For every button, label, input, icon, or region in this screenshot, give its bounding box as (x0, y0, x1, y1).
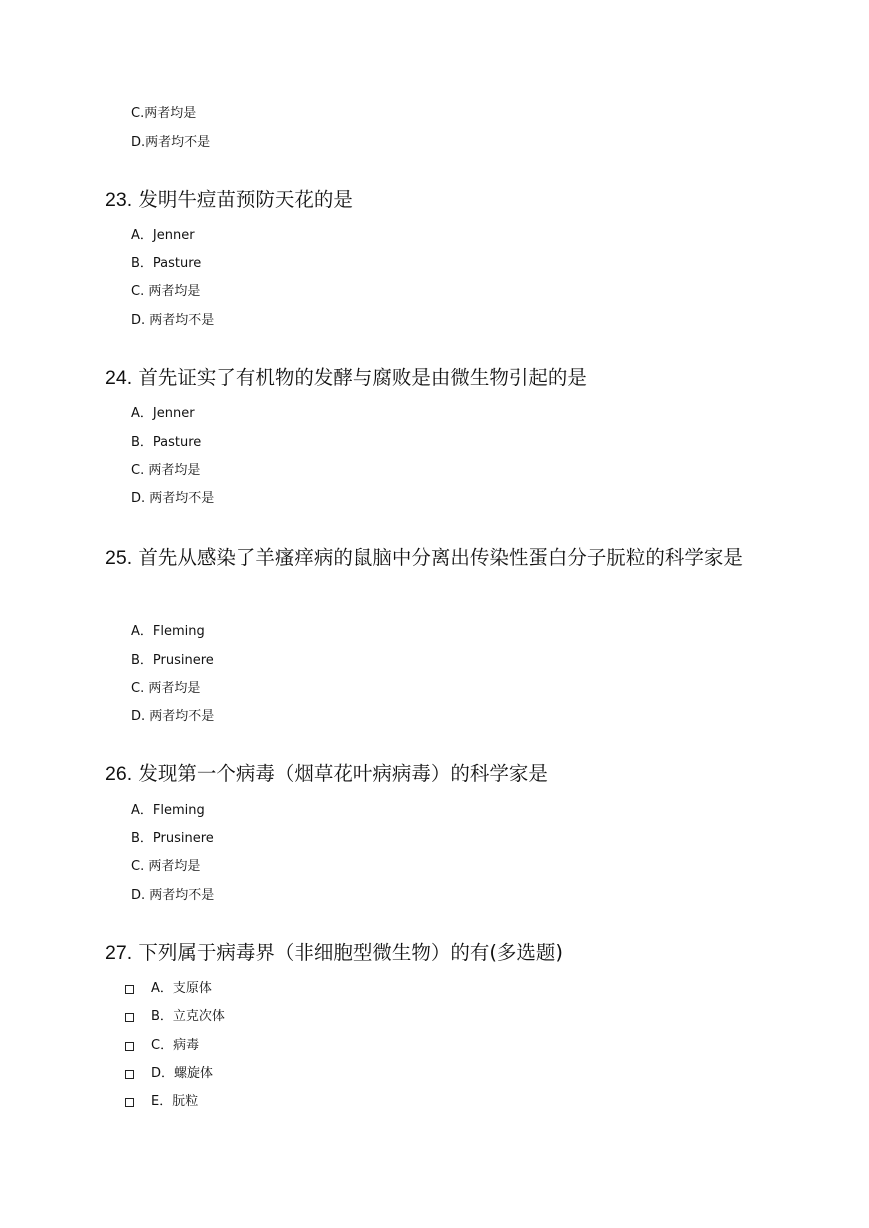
question-number: 25. (105, 547, 133, 569)
checkbox-icon[interactable] (125, 1070, 134, 1079)
q25-option-d: D. 两者均不是 (131, 709, 215, 724)
q26-option-a: A．Fleming (131, 803, 205, 818)
q24-option-a: A．Jenner (131, 406, 195, 421)
q22-option-c: C.两者均是 (131, 106, 197, 121)
q27-option-b[interactable] (125, 1008, 225, 1026)
question-27 (105, 935, 765, 971)
checkbox-icon[interactable] (125, 1042, 134, 1051)
q26-option-b: B．Prusinere (131, 831, 214, 846)
q25-option-c: C. 两者均是 (131, 681, 201, 696)
checkbox-icon[interactable] (125, 1013, 134, 1022)
q24-option-c: C. 两者均是 (131, 463, 201, 478)
question-number: 26. (105, 763, 133, 785)
q25-option-b: B．Prusinere (131, 653, 214, 668)
q23-option-b: B．Pasture (131, 256, 202, 271)
question-text: 发现第一个病毒（烟草花叶病病毒）的科学家是 (138, 762, 548, 785)
q24-option-d: D. 两者均不是 (131, 491, 215, 506)
q23-option-c: C. 两者均是 (131, 284, 201, 299)
checkbox-icon[interactable] (125, 1098, 134, 1107)
option-label: B．立克次体 (151, 1009, 225, 1024)
question-26 (105, 756, 765, 792)
question-number: 23. (105, 189, 133, 211)
q27-option-c[interactable] (125, 1037, 199, 1055)
option-label: A．支原体 (151, 981, 212, 996)
question-number: 24. (105, 367, 133, 389)
option-label: D．螺旋体 (151, 1066, 214, 1081)
q23-option-a: A．Jenner (131, 228, 195, 243)
question-24 (105, 360, 765, 396)
question-text: 发明牛痘苗预防天花的是 (138, 188, 353, 211)
q26-option-c: C. 两者均是 (131, 859, 201, 874)
option-label: E．朊粒 (151, 1094, 199, 1109)
question-23 (105, 182, 765, 218)
option-label: C．病毒 (151, 1038, 200, 1053)
q27-option-d[interactable] (125, 1065, 213, 1083)
q26-option-d: D. 两者均不是 (131, 888, 215, 903)
question-number: 27. (105, 942, 133, 964)
question-25 (105, 538, 760, 578)
q27-option-e[interactable] (125, 1093, 198, 1111)
q22-option-d: D.两者均不是 (131, 135, 211, 150)
checkbox-icon[interactable] (125, 985, 134, 994)
q27-option-a[interactable] (125, 980, 212, 998)
q23-option-d: D. 两者均不是 (131, 313, 215, 328)
question-text: 首先证实了有机物的发酵与腐败是由微生物引起的是 (138, 366, 587, 389)
q24-option-b: B．Pasture (131, 435, 202, 450)
question-text: 下列属于病毒界（非细胞型微生物）的有(多选题) (138, 941, 564, 964)
q25-option-a: A．Fleming (131, 624, 205, 639)
question-text: 首先从感染了羊瘙痒病的鼠脑中分离出传染性蛋白分子朊粒的科学家是 (138, 546, 743, 569)
